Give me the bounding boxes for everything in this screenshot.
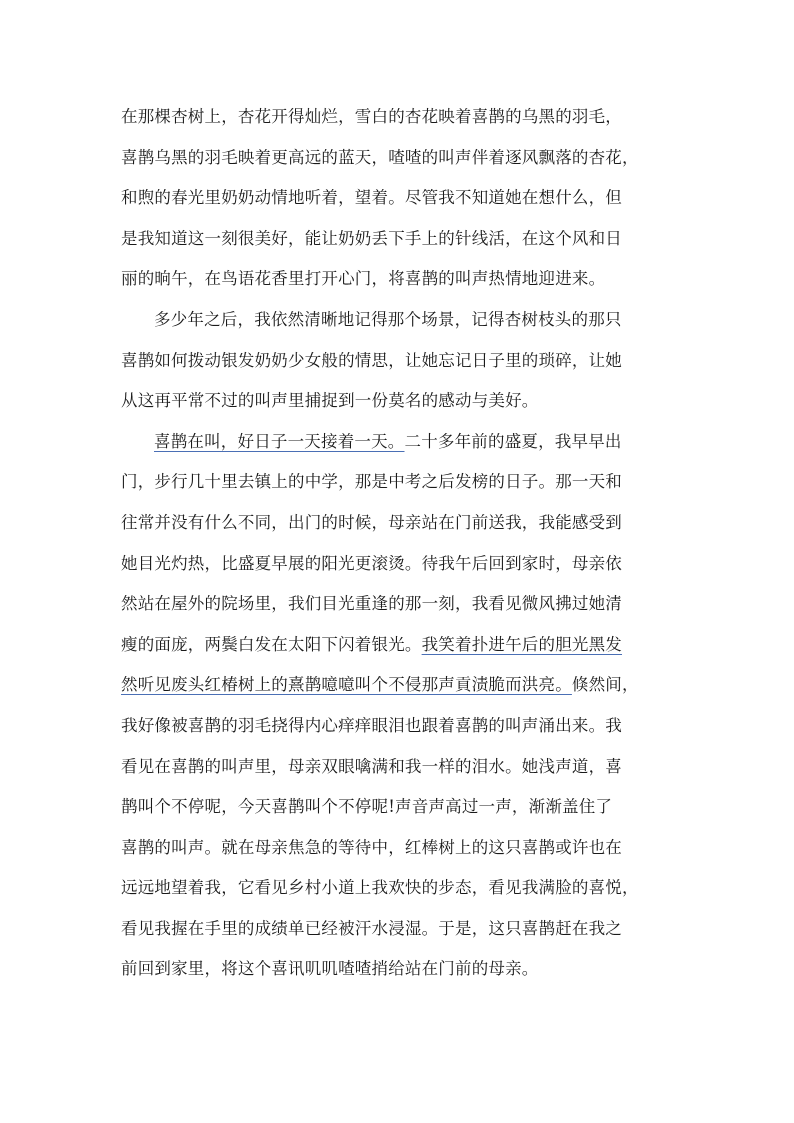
- paragraph-3-line-1-rest: 二十多年前的盛夏，我早早出: [404, 431, 622, 451]
- paragraph-1-line-3: 和煦的春光里奶奶动情地听着，望着。尽管我不知道她在想什么，但: [121, 188, 622, 208]
- paragraph-3-line-5: 然站在屋外的院场里，我们目光重逢的那一刻，我看见微风拂过她清: [121, 594, 622, 614]
- paragraph-3-line-3: 往常并没有什么不同，出门的时候，母亲站在门前送我，我能感受到: [121, 512, 622, 532]
- underlined-sentence: 我笑着扑进午后的胆光黑发: [421, 634, 623, 654]
- paragraph-3-line-7-rest: 倏然间，: [571, 675, 639, 695]
- body-text: [121, 97, 681, 990]
- underlined-sentence: 然听见废头红椿树上的熹鹊噫噫叫个不侵那声貢渍脆而洪亮。: [121, 675, 572, 695]
- paragraph-3-line-1: [121, 422, 681, 463]
- paragraph-3-line-10: 鹊叫个不停呢，今天喜鹊叫个不停呢!声音声高过一声，渐渐盖住了: [121, 797, 613, 817]
- paragraph-3-line-6-plain: 瘦的面庞，两鬓白发在太阳下闪着银光。: [121, 634, 422, 654]
- paragraph-2-line-3: 从这再平常不过的叫声里捕捉到一份莫名的感动与美好。: [121, 391, 539, 411]
- paragraph-3-line-12: 远远地望着我，它看见乡村小道上我欢快的步态，看见我满脸的喜悦，: [121, 878, 639, 898]
- paragraph-2-line-1: 多少年之后，我依然清晰地记得那个场景，记得杏树枝头的那只: [154, 309, 622, 329]
- paragraph-3-line-8: 我好像被喜鹊的羽毛挠得内心痒痒眼泪也跟着喜鹊的叫声涌出来。我: [121, 715, 622, 735]
- underlined-sentence: 喜鹊在叫，好日子一天接着一天。: [154, 431, 405, 451]
- paragraph-3-line-14: 前回到家里，将这个喜讯叽叽喳喳捎给站在门前的母亲。: [121, 959, 539, 979]
- paragraph-3-line-7: [121, 665, 681, 706]
- paragraph-1-line-1: 在那棵杏树上，杏花开得灿烂，雪白的杏花映着喜鹊的乌黑的羽毛，: [121, 107, 622, 126]
- paragraph-3-line-2: 门，步行几十里去镇上的中学，那是中考之后发榜的日子。那一天和: [121, 472, 622, 492]
- paragraph-3-line-6: [121, 625, 681, 666]
- paragraph-3-line-13: 看见我握在手里的成绩单已经被汗水浸湿。于是，这只喜鹊赶在我之: [121, 918, 622, 938]
- paragraph-2-line-2: 喜鹊如何拨动银发奶奶少女般的情思，让她忘记日子里的琐碎，让她: [121, 350, 622, 370]
- paragraph-1-line-5: 丽的晌午，在鸟语花香里打开心门，将喜鹊的叫声热情地迎进来。: [121, 269, 606, 289]
- paragraph-3-line-9: 看见在喜鹊的叫声里，母亲双眼噙满和我一样的泪水。她浅声道，喜: [121, 756, 622, 776]
- paragraph-3-line-4: 她目光灼热，比盛夏早展的阳光更滚烫。待我午后回到家时，母亲依: [121, 553, 622, 573]
- paragraph-3-line-11: 喜鹊的叫声。就在母亲焦急的等待中，红棒树上的这只喜鹊或许也在: [121, 837, 622, 857]
- paragraph-1-line-4: 是我知道这一刻很美好，能让奶奶丢下手上的针线活，在这个风和日: [121, 228, 622, 248]
- paragraph-1-line-2: 喜鹊乌黑的羽毛映着更高远的蓝天，喳喳的叫声伴着逐风飘落的杏花，: [121, 147, 639, 167]
